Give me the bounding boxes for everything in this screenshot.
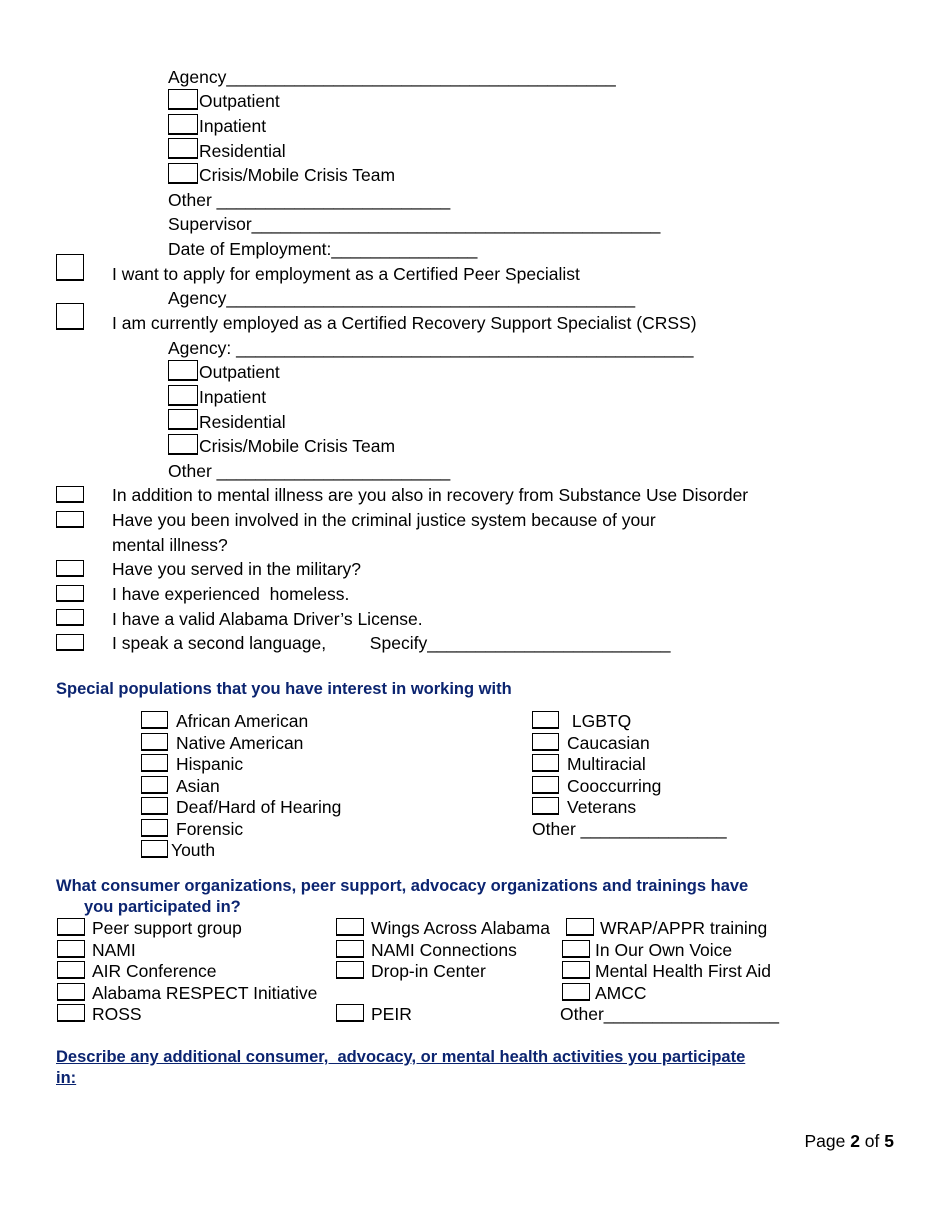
org-label: PEIR xyxy=(371,1004,412,1024)
checkbox-second-language[interactable] xyxy=(56,634,84,651)
checkbox-residential-1[interactable] xyxy=(168,138,198,159)
population-other-line[interactable]: Other _______________ xyxy=(532,819,727,839)
agency-line-3[interactable]: Agency: _______________________________________________ xyxy=(168,338,694,358)
org-checkbox[interactable] xyxy=(336,940,364,958)
org-label: WRAP/APPR training xyxy=(600,918,768,938)
population-label: Youth xyxy=(171,840,216,860)
population-label: Native American xyxy=(176,733,304,753)
homeless-label: I have experienced homeless. xyxy=(112,584,350,604)
org-other-line[interactable]: Other__________________ xyxy=(560,1004,779,1024)
org-label: NAMI xyxy=(92,940,136,960)
population-label: Multiracial xyxy=(567,754,646,774)
population-label: Veterans xyxy=(567,797,637,817)
population-checkbox[interactable] xyxy=(532,797,559,815)
population-label: Hispanic xyxy=(176,754,244,774)
population-checkbox[interactable] xyxy=(141,733,168,751)
population-checkbox[interactable] xyxy=(141,840,168,858)
org-checkbox[interactable] xyxy=(336,961,364,979)
option-outpatient-1: Outpatient xyxy=(199,91,280,111)
checkbox-substance-use[interactable] xyxy=(56,486,84,503)
checkbox-apply-cps[interactable] xyxy=(56,254,84,281)
population-label: Asian xyxy=(176,776,220,796)
page-of: of xyxy=(859,1131,885,1151)
org-label: Drop-in Center xyxy=(371,961,486,981)
checkbox-drivers-license[interactable] xyxy=(56,609,84,626)
org-label: In Our Own Voice xyxy=(595,940,733,960)
option-inpatient-2: Inpatient xyxy=(199,387,267,407)
org-label: NAMI Connections xyxy=(371,940,517,960)
checkbox-outpatient-1[interactable] xyxy=(168,89,198,110)
agency-line-1[interactable]: Agency________________________________________ xyxy=(168,67,616,87)
option-crisis-2: Crisis/Mobile Crisis Team xyxy=(199,436,396,456)
population-checkbox[interactable] xyxy=(532,754,559,772)
second-language-label[interactable]: I speak a second language, Specify_________________________ xyxy=(112,633,671,653)
population-label: LGBTQ xyxy=(567,711,632,731)
population-label: Caucasian xyxy=(567,733,650,753)
population-checkbox[interactable] xyxy=(141,819,168,837)
org-checkbox[interactable] xyxy=(336,1004,364,1022)
population-checkbox[interactable] xyxy=(532,776,559,794)
org-checkbox[interactable] xyxy=(57,983,85,1001)
org-checkbox[interactable] xyxy=(57,1004,85,1022)
population-checkbox[interactable] xyxy=(532,733,559,751)
criminal-justice-label-1: Have you been involved in the criminal justice system because of your xyxy=(112,510,656,530)
org-label: Alabama RESPECT Initiative xyxy=(92,983,318,1003)
org-checkbox[interactable] xyxy=(336,918,364,936)
other-line-1[interactable]: Other ________________________ xyxy=(168,190,451,210)
option-crisis-1: Crisis/Mobile Crisis Team xyxy=(199,165,396,185)
population-checkbox[interactable] xyxy=(141,776,168,794)
population-checkbox[interactable] xyxy=(141,711,168,729)
page-number xyxy=(804,1131,894,1152)
org-checkbox[interactable] xyxy=(57,940,85,958)
checkbox-military[interactable] xyxy=(56,560,84,577)
crss-label: I am currently employed as a Certified Recovery Support Specialist (CRSS) xyxy=(112,313,697,333)
page-current: 2 xyxy=(850,1131,860,1151)
date-of-employment-line[interactable]: Date of Employment:_______________ xyxy=(168,239,478,259)
population-checkbox[interactable] xyxy=(141,797,168,815)
org-label: AIR Conference xyxy=(92,961,217,981)
population-label: African American xyxy=(176,711,309,731)
option-inpatient-1: Inpatient xyxy=(199,116,267,136)
population-checkbox[interactable] xyxy=(532,711,559,729)
organizations-heading-2: you participated in? xyxy=(84,898,241,916)
agency-line-2[interactable]: Agency__________________________________________ xyxy=(168,288,636,308)
supervisor-line[interactable]: Supervisor__________________________________________ xyxy=(168,214,661,234)
population-label: Deaf/Hard of Hearing xyxy=(176,797,342,817)
checkbox-crisis-1[interactable] xyxy=(168,163,198,184)
org-checkbox[interactable] xyxy=(57,918,85,936)
additional-heading-1: Describe any additional consumer, advocacy, or mental health activities you participate xyxy=(56,1048,746,1066)
org-checkbox[interactable] xyxy=(562,983,590,1001)
population-label: Forensic xyxy=(176,819,244,839)
checkbox-crss[interactable] xyxy=(56,303,84,330)
checkbox-residential-2[interactable] xyxy=(168,409,198,430)
other-line-2[interactable]: Other ________________________ xyxy=(168,461,451,481)
population-label: Cooccurring xyxy=(567,776,662,796)
checkbox-homeless[interactable] xyxy=(56,585,84,602)
special-populations-heading: Special populations that you have interest in working with xyxy=(56,680,512,698)
org-checkbox[interactable] xyxy=(562,961,590,979)
substance-use-label: In addition to mental illness are you also in recovery from Substance Use Disorder xyxy=(112,485,749,505)
apply-cps-label: I want to apply for employment as a Certified Peer Specialist xyxy=(112,264,580,284)
org-label: Wings Across Alabama xyxy=(371,918,550,938)
military-label: Have you served in the military? xyxy=(112,559,361,579)
checkbox-outpatient-2[interactable] xyxy=(168,360,198,381)
org-label: AMCC xyxy=(595,983,647,1003)
checkbox-inpatient-1[interactable] xyxy=(168,114,198,135)
org-label: ROSS xyxy=(92,1004,142,1024)
page-total: 5 xyxy=(884,1131,894,1151)
org-label: Mental Health First Aid xyxy=(595,961,772,981)
org-checkbox[interactable] xyxy=(562,940,590,958)
additional-heading-2: in: xyxy=(56,1069,77,1087)
checkbox-crisis-2[interactable] xyxy=(168,434,198,455)
drivers-license-label: I have a valid Alabama Driver’s License. xyxy=(112,609,423,629)
option-residential-1: Residential xyxy=(199,141,286,161)
org-label: Peer support group xyxy=(92,918,242,938)
option-residential-2: Residential xyxy=(199,412,286,432)
criminal-justice-label-2: mental illness? xyxy=(112,535,228,555)
org-checkbox[interactable] xyxy=(57,961,85,979)
page-prefix: Page xyxy=(804,1131,851,1151)
org-checkbox[interactable] xyxy=(566,918,594,936)
option-outpatient-2: Outpatient xyxy=(199,362,280,382)
population-checkbox[interactable] xyxy=(141,754,168,772)
checkbox-inpatient-2[interactable] xyxy=(168,385,198,406)
checkbox-criminal-justice[interactable] xyxy=(56,511,84,528)
organizations-heading-1: What consumer organizations, peer support, advocacy organizations and trainings have xyxy=(56,877,749,895)
